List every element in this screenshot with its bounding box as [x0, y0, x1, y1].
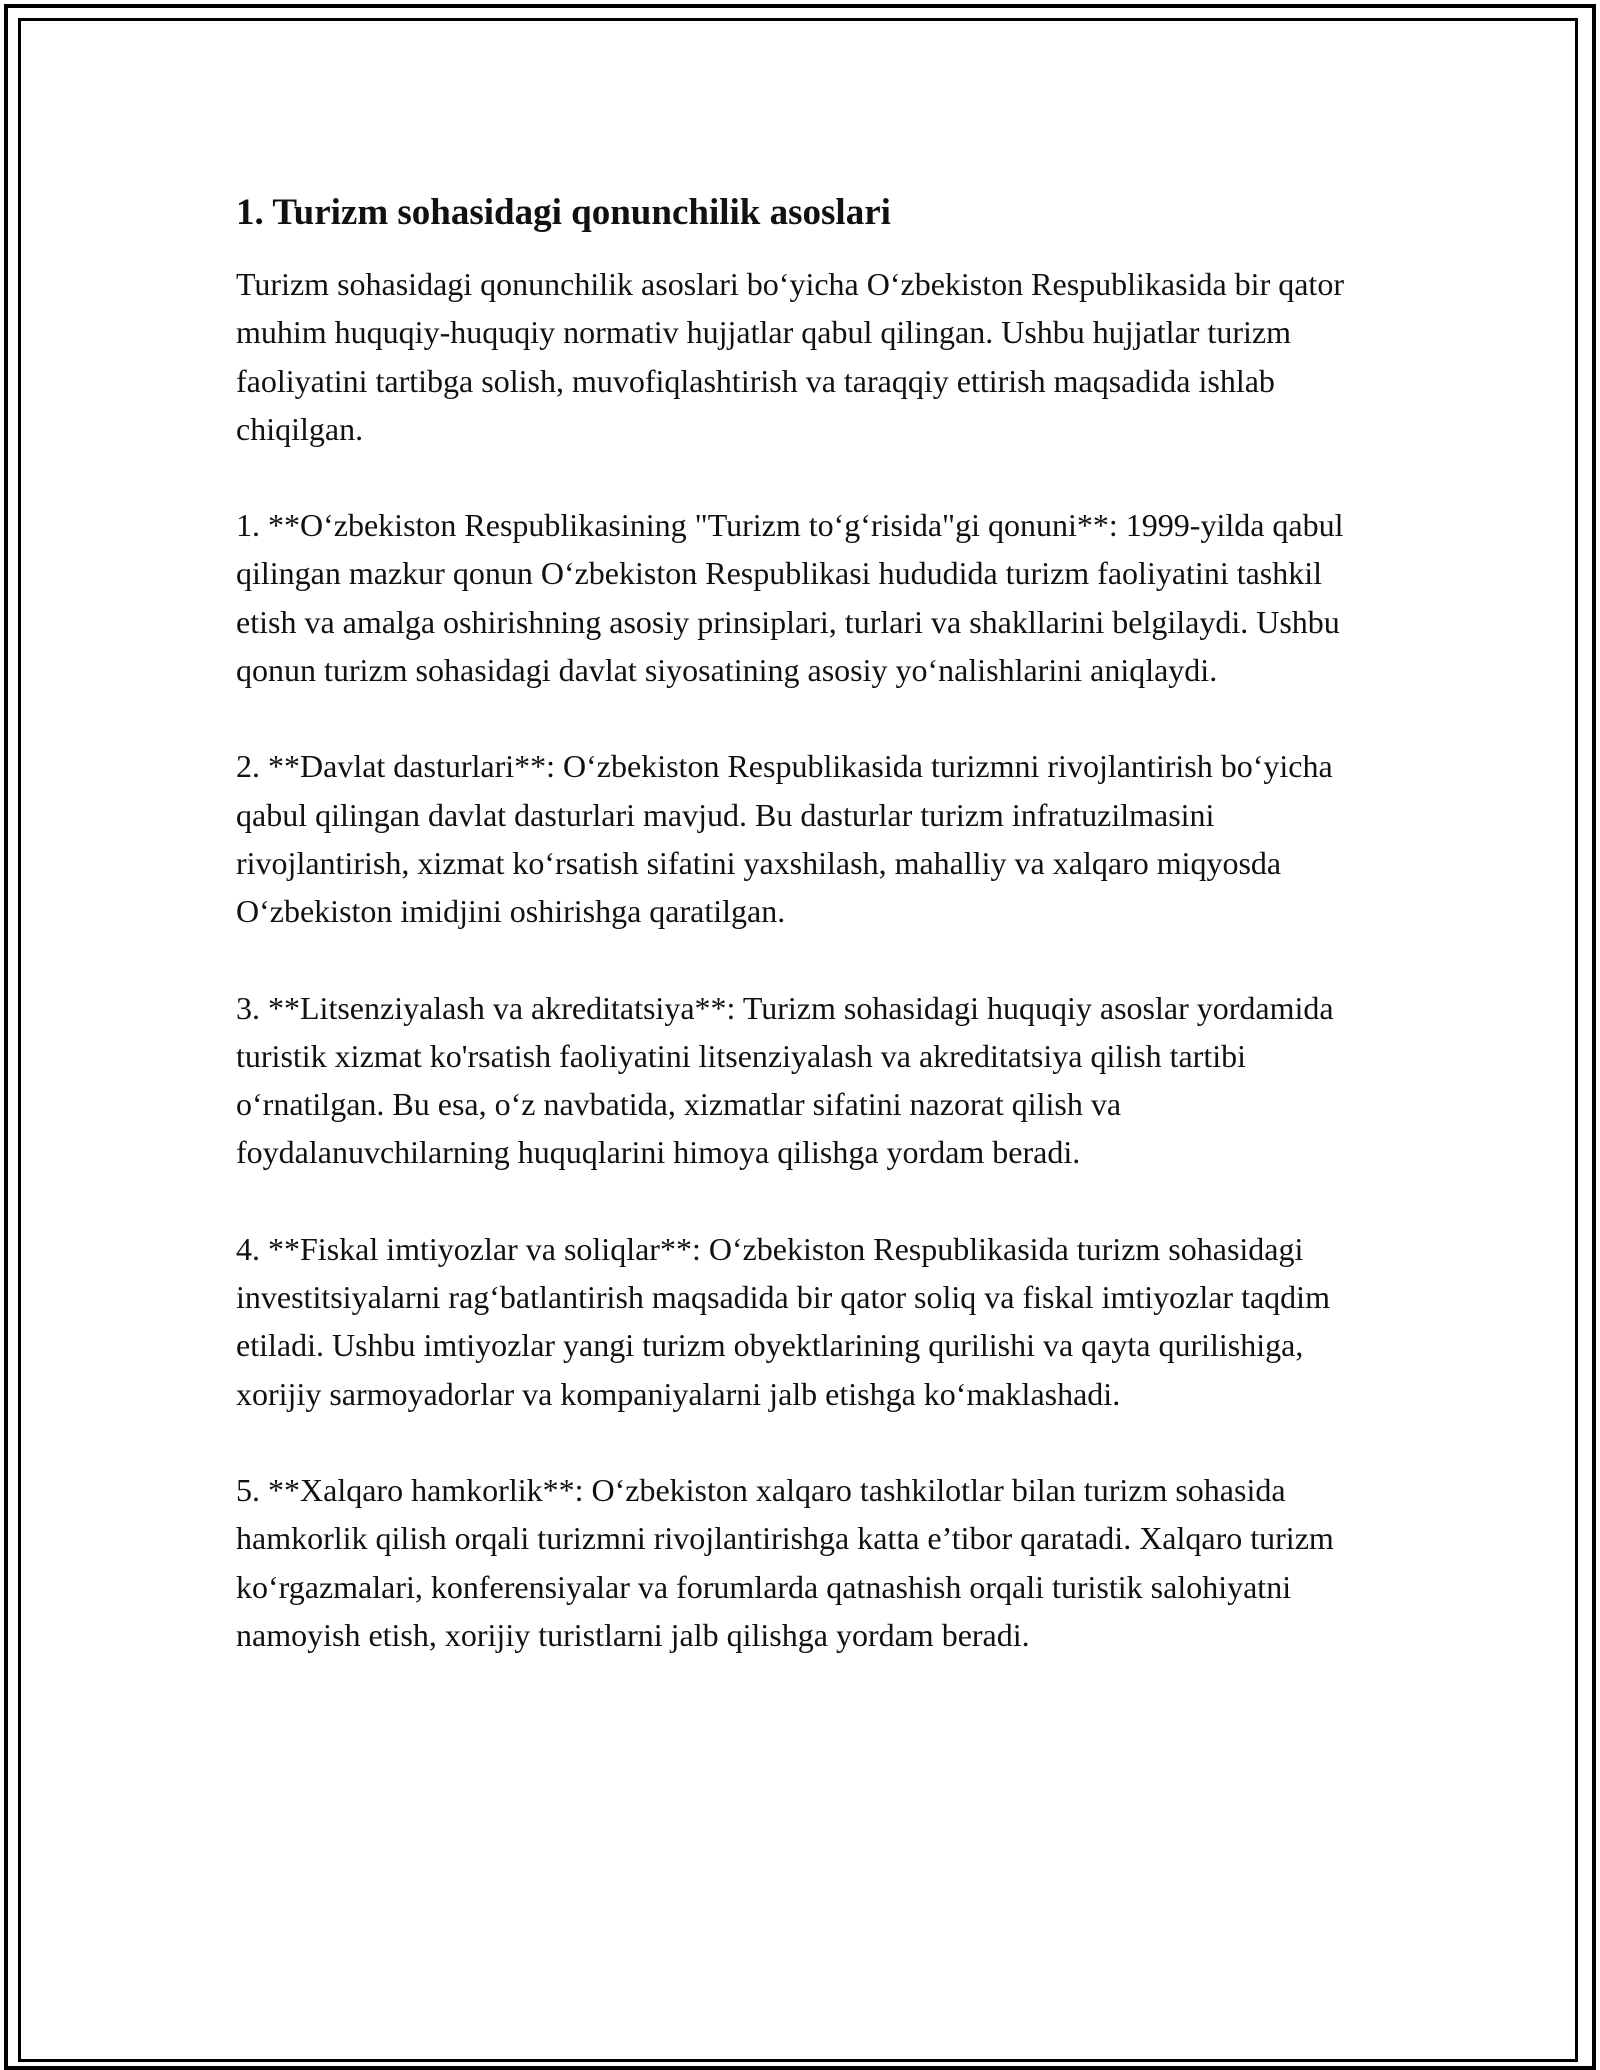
list-item-state-programs: 2. **Davlat dasturlari**: O‘zbekiston Respublikasida turizmni rivojlantirish bo‘yicha qabul qilingan davlat dasturlari mavjud. Bu dasturlar turizm infratuzilmasini rivojlantirish, xizmat ko‘rsatish sifatini yaxshilash, mahalliy va xalqaro miqyosda O‘zbekiston imidjini oshirishga qaratilgan.: [236, 748, 1333, 930]
document-title: 1. Turizm sohasidagi qonunchilik asoslari: [236, 192, 891, 233]
intro-paragraph: Turizm sohasidagi qonunchilik asoslari bo‘yicha O‘zbekiston Respublikasida bir qator muhim huquqiy-huquqiy normativ hujjatlar qabul qilingan. Ushbu hujjatlar turizm faoliyatini tartibga solish, muvofiqlashtirish va taraqqiy ettirish maqsadida ishlab chiqilgan.: [236, 266, 1344, 447]
list-item-law-on-tourism: 1. **O‘zbekiston Respublikasining "Turizm to‘g‘risida"gi qonuni**: 1999-yilda qabul qilingan mazkur qonun O‘zbekiston Respublikasi hududida turizm faoliyatini tashkil etish va amalga oshirishning asosiy prinsiplari, turlari va shakllarini belgilaydi. Ushbu qonun turizm sohasidagi davlat siyosatining asosiy yo‘nalishlarini aniqlaydi.: [236, 507, 1344, 689]
list-item-licensing-accreditation: 3. **Litsenziyalash va akreditatsiya**: Turizm sohasidagi huquqiy asoslar yordamida turistik xizmat ko'rsatish faoliyatini litsenziyalash va akreditatsiya qilish tartibi o‘rnatilgan. Bu esa, o‘z navbatida, xizmatlar sifatini nazorat qilish va foydalanuvchilarning huquqlarini himoya qilishga yordam beradi.: [236, 989, 1334, 1171]
list-item-international-cooperation: 5. **Xalqaro hamkorlik**: O‘zbekiston xalqaro tashkilotlar bilan turizm sohasida hamkorlik qilish orqali turizmni rivojlantirishga katta e’tibor qaratadi. Xalqaro turizm ko‘rgazmalari, konferensiyalar va forumlarda qatnashish orqali turistik salohiyatni namoyish etish, xorijiy turistlarni jalb qilishga yordam beradi.: [236, 1471, 1334, 1653]
list-item-fiscal-benefits: 4. **Fiskal imtiyozlar va soliqlar**: O‘zbekiston Respublikasida turizm sohasidagi investitsiyalarni rag‘batlantirish maqsadida bir qator soliq va fiskal imtiyozlar taqdim etiladi. Ushbu imtiyozlar yangi turizm obyektlarining qurilishi va qayta qurilishiga, xorijiy sarmoyadorlar va kompaniyalarni jalb etishga ko‘maklashadi.: [236, 1230, 1330, 1412]
document-body: [236, 188, 1376, 1659]
